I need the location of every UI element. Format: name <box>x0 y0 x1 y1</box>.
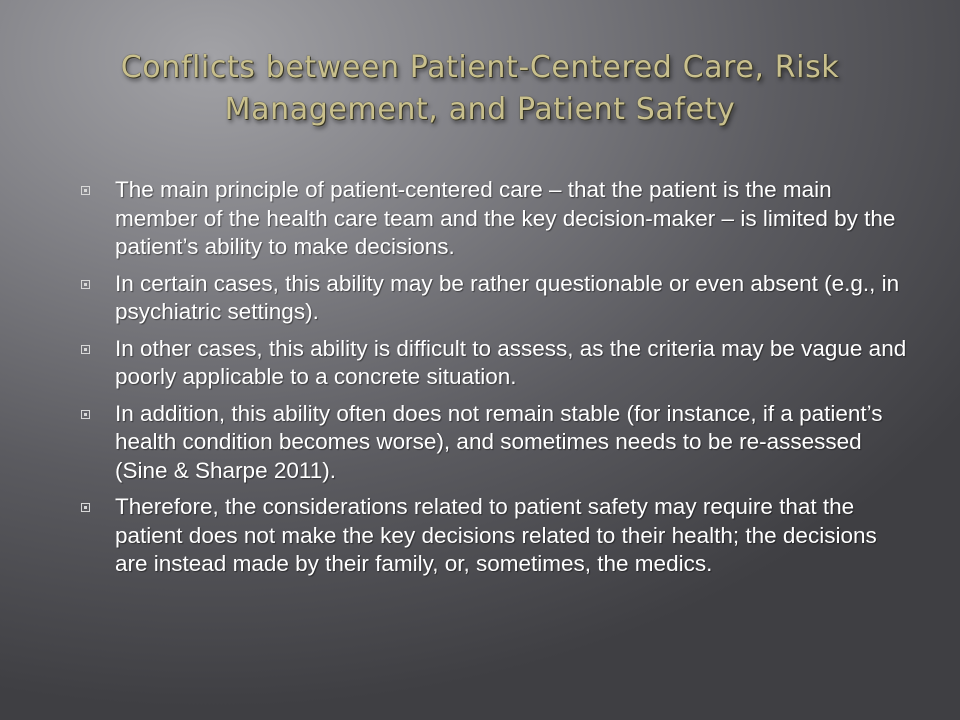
bullet-item <box>78 335 908 392</box>
bullet-list <box>78 176 908 587</box>
bullet-item <box>78 176 908 262</box>
slide-title-line-1: Conflicts between Patient-Centered Care, Risk <box>120 50 840 85</box>
square-bullet-icon <box>81 186 90 195</box>
bullet-text: Therefore, the considerations related to patient safety may require that the patient does not make the key decisions related to their health; the decisions are instead made by their family, or, sometimes, the medics. <box>115 494 877 576</box>
square-bullet-icon <box>81 280 90 289</box>
square-bullet-icon <box>81 345 90 354</box>
bullet-text: In certain cases, this ability may be rather questionable or even absent (e.g., in psychiatric settings). <box>115 270 900 324</box>
square-bullet-icon <box>81 503 90 512</box>
slide-title <box>40 47 920 131</box>
bullet-item <box>78 270 908 327</box>
square-bullet-icon <box>81 410 90 419</box>
bullet-text: In addition, this ability often does not remain stable (for instance, if a patient’s health condition becomes worse), and sometimes needs to be re-assessed (Sine & Sharpe 2011). <box>115 400 883 483</box>
slide-title-line-2: Management, and Patient Safety <box>224 92 736 127</box>
bullet-item <box>78 400 908 486</box>
bullet-text: In other cases, this ability is difficult to assess, as the criteria may be vague and poorly applicable to a concrete situation. <box>115 335 907 389</box>
bullet-text: The main principle of patient-centered care – that the patient is the main member of the health care team and the key decision-maker – is limited by the patient’s ability to make decisions. <box>115 177 896 259</box>
bullet-item <box>78 493 908 579</box>
